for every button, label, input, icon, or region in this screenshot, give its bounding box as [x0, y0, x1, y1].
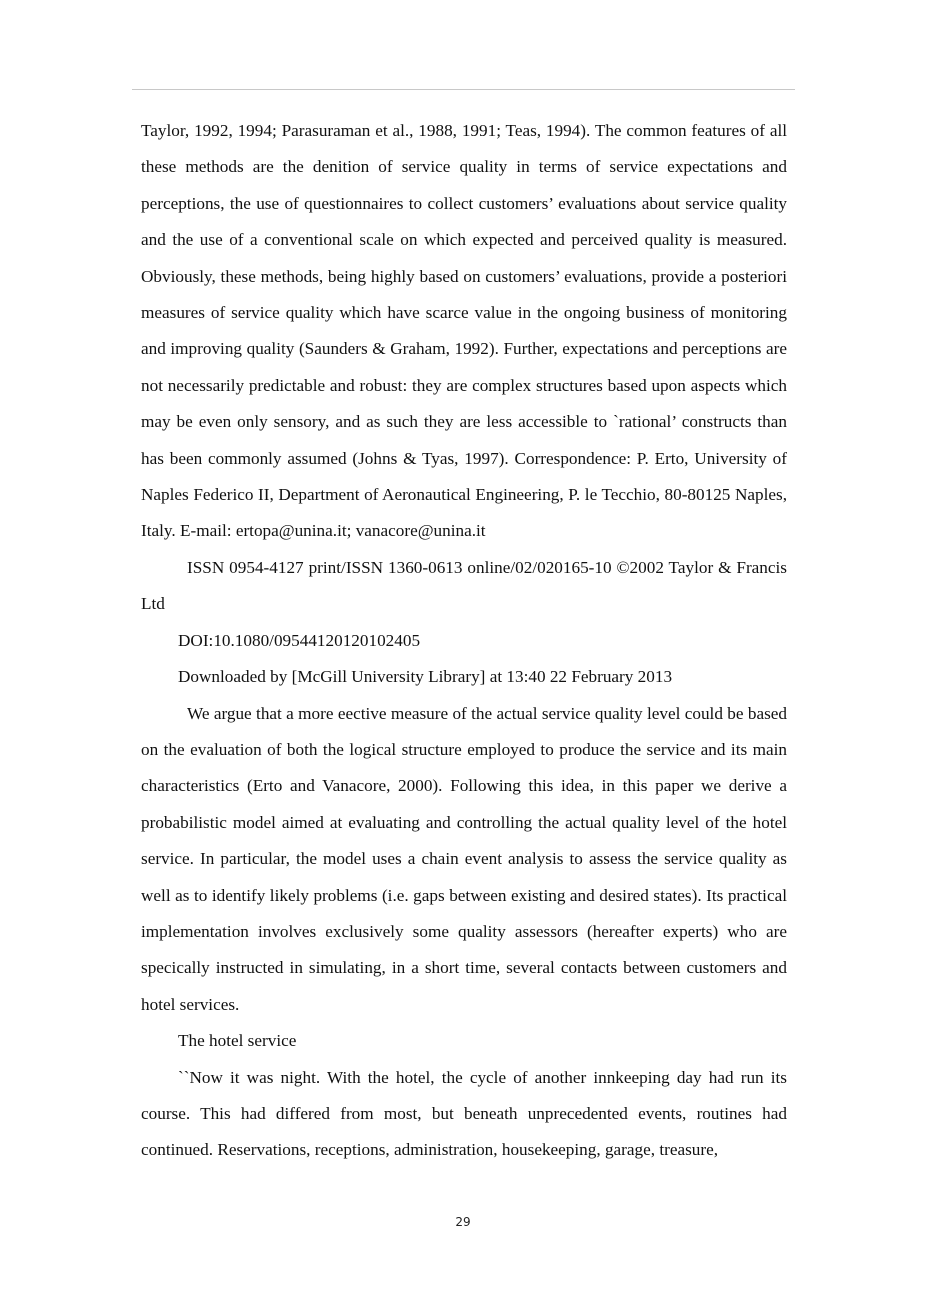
paragraph-hotel-quote: ``Now it was night. With the hotel, the cycle of another innkeeping day had run its course. This had differed from most, but beneath unprecedented events, routines had continued. Reservations, receptions, administration, housekeeping, garage, treasure, [141, 1067, 787, 1160]
page-number: 29 [455, 1215, 471, 1229]
paragraph-download-notice: Downloaded by [McGill University Library] at 13:40 22 February 2013 [178, 667, 673, 687]
paragraph-doi: DOI:10.1080/09544120120102405 [178, 630, 421, 650]
section-heading-hotel-service: The hotel service [178, 1031, 297, 1051]
header-divider [132, 89, 795, 90]
paragraph-argument: We argue that a more eective measure of the actual service quality level could be based on the evaluation of both the logical structure employed to produce the service and its main characteristics (Erto and Vanacore, 2000). Following this idea, in this paper we derive a probabilistic model aimed at evaluating and controlling the actual quality level of the hotel service. In particular, the model uses a chain event analysis to assess the service quality as well as to identify likely problems (i.e. gaps between existing and desired states). Its practical implementation involves exclusively some quality assessors (hereafter experts) who are specically instructed in simulating, in a short time, several contacts between customers and hotel services. [141, 703, 787, 1014]
body-text [141, 113, 787, 1169]
paragraph-prior-methods: Taylor, 1992, 1994; Parasuraman et al., 1988, 1991; Teas, 1994). The common features of all these methods are the denition of service quality in terms of service expectations and perceptions, the use of questionnaires to collect customers’ evaluations about service quality and the use of a conventional scale on which expected and perceived quality is measured. Obviously, these methods, being highly based on customers’ evaluations, provide a posteriori measures of service quality which have scarce value in the ongoing business of monitoring and improving quality (Saunders & Graham, 1992). Further, expectations and perceptions are not necessarily predictable and robust: they are complex structures based upon aspects which may be even only sensory, and as such they are less accessible to `rational’ constructs than has been commonly assumed (Johns & Tyas, 1997). Correspondence: P. Erto, University of Naples Federico II, Department of Aeronautical Engineering, P. le Tecchio, 80-80125 Naples, Italy. E-mail: ertopa@unina.it; vanacore@unina.it [141, 121, 787, 541]
paragraph-issn: ISSN 0954-4127 print/ISSN 1360-0613 online/02/020165-10 ©2002 Taylor & Francis Ltd [141, 557, 787, 614]
